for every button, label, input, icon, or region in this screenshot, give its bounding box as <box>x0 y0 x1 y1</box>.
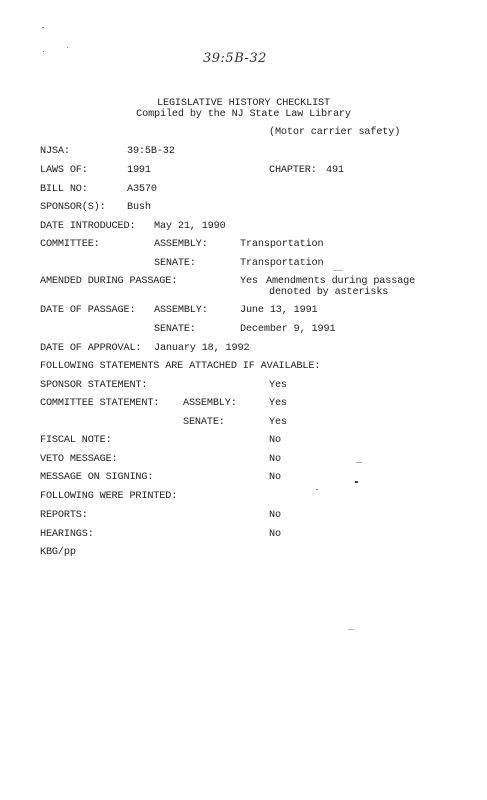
veto-message-label: VETO MESSAGE: <box>40 454 118 465</box>
chapter-value: 491 <box>326 165 344 176</box>
scan-speck <box>355 481 358 483</box>
scan-speck <box>348 629 354 630</box>
printed-heading: FOLLOWING WERE PRINTED: <box>40 491 178 502</box>
veto-message-value: No <box>269 454 281 465</box>
introduced-value: May 21, 1990 <box>154 221 226 232</box>
scan-speck <box>356 462 362 463</box>
committee-senate-value: Transportation <box>240 258 324 269</box>
njsa-value: 39:5B-32 <box>127 146 175 157</box>
sponsor-statement-label: SPONSOR STATEMENT: <box>40 380 148 391</box>
amended-value: Yes <box>240 276 258 287</box>
approval-value: January 18, 1992 <box>154 343 250 354</box>
signing-message-label: MESSAGE ON SIGNING: <box>40 472 154 483</box>
committee-statement-assembly-label: ASSEMBLY: <box>183 398 237 409</box>
fiscal-note-value: No <box>269 435 281 446</box>
committee-assembly-label: ASSEMBLY: <box>154 239 208 250</box>
bill-value: A3570 <box>127 184 157 195</box>
njsa-label: NJSA: <box>40 146 70 157</box>
passage-assembly-label: ASSEMBLY: <box>154 305 208 316</box>
approval-label: DATE OF APPROVAL: <box>40 343 142 354</box>
scan-speck <box>67 47 68 48</box>
amended-note-line-2: denoted by asterisks <box>269 287 389 298</box>
bill-label: BILL NO: <box>40 184 88 195</box>
committee-label: COMMITTEE: <box>40 239 100 250</box>
signing-message-value: No <box>269 472 281 483</box>
scan-speck <box>316 489 318 490</box>
committee-assembly-value: Transportation <box>240 239 324 250</box>
checklist-subtitle: Compiled by the NJ State Law Library <box>136 109 351 120</box>
passage-senate-label: SENATE: <box>154 324 196 335</box>
amended-note-line-1: Amendments during passage <box>266 276 416 287</box>
passage-label: DATE OF PASSAGE: <box>40 305 136 316</box>
hearings-label: HEARINGS: <box>40 529 94 540</box>
committee-statement-label: COMMITTEE STATEMENT: <box>40 398 160 409</box>
scan-speck <box>43 51 44 52</box>
scan-speck <box>333 270 343 271</box>
handwritten-reference: 39:5B-32 <box>203 51 267 66</box>
fiscal-note-label: FISCAL NOTE: <box>40 435 112 446</box>
passage-senate-value: December 9, 1991 <box>240 324 336 335</box>
preparer-initials: KBG/pp <box>40 547 76 558</box>
scan-speck <box>42 27 44 28</box>
checklist-topic: (Motor carrier safety) <box>269 127 401 138</box>
sponsor-label: SPONSOR(S): <box>40 202 106 213</box>
sponsor-value: Bush <box>127 202 151 213</box>
passage-assembly-value: June 13, 1991 <box>240 305 318 316</box>
amended-label: AMENDED DURING PASSAGE: <box>40 276 178 287</box>
reports-value: No <box>269 510 281 521</box>
laws-value: 1991 <box>127 165 151 176</box>
committee-statement-assembly-value: Yes <box>269 398 287 409</box>
chapter-label: CHAPTER: <box>269 165 317 176</box>
attached-heading: FOLLOWING STATEMENTS ARE ATTACHED IF AVAILABLE: <box>40 361 321 372</box>
sponsor-statement-value: Yes <box>269 380 287 391</box>
laws-label: LAWS OF: <box>40 165 88 176</box>
introduced-label: DATE INTRODUCED: <box>40 221 136 232</box>
committee-statement-senate-label: SENATE: <box>183 417 225 428</box>
committee-statement-senate-value: Yes <box>269 417 287 428</box>
hearings-value: No <box>269 529 281 540</box>
reports-label: REPORTS: <box>40 510 88 521</box>
committee-senate-label: SENATE: <box>154 258 196 269</box>
checklist-title: LEGISLATIVE HISTORY CHECKLIST <box>157 98 330 109</box>
